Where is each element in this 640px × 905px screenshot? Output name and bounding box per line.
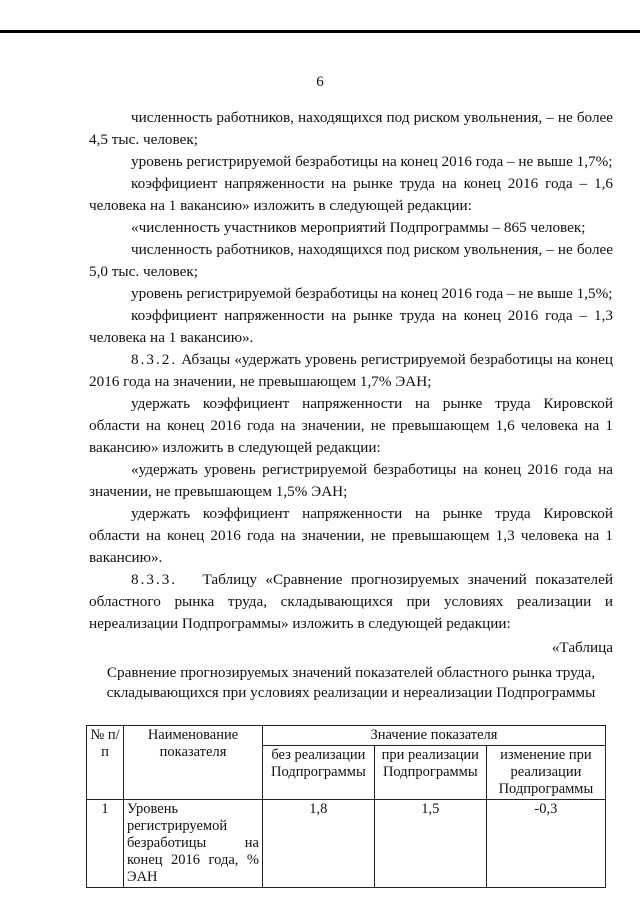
top-rule [0,30,640,33]
header-change: изменение при реализации Подпрограммы [486,746,605,800]
header-group: Значение показателя [263,726,606,746]
paragraph-5: численность работников, находящихся под риском увольнения, – не более 5,0 тыс. человек; [89,241,613,280]
comparison-table [86,725,606,888]
row-value-with: 1,5 [374,800,486,888]
header-name: Наименование показателя [124,726,263,800]
paragraph-8 [89,349,613,393]
table-title: Сравнение прогнозируемых значений показателей областного рынка труда, складывающихся при условиях реализации и нереализации Подпрограммы [106,664,596,701]
row-name: Уровень регистрируемой безработицы на конец 2016 года, % ЭАН [124,800,263,888]
paragraph-1: численность работников, находящихся под риском увольнения, – не более 4,5 тыс. человек; [89,109,613,148]
paragraph-2: уровень регистрируемой безработицы на конец 2016 года – не выше 1,7%; [131,153,613,170]
page-number: 6 [316,74,324,90]
section-number: 8.3.3. [131,571,178,588]
paragraph-7: коэффициент напряженности на рынке труда на конец 2016 года – 1,3 человека на 1 вакансию». [89,307,613,346]
row-no: 1 [87,800,124,888]
paragraph-3: коэффициент напряженности на рынке труда на конец 2016 года – 1,6 человека на 1 вакансию» изложить в следующей редакции: [89,175,613,214]
table-header-row [87,726,606,746]
paragraph-4: «численность участников мероприятий Подпрограммы – 865 человек; [131,219,586,236]
row-value-change: -0,3 [486,800,605,888]
paragraph-6: уровень регистрируемой безработицы на конец 2016 года – не выше 1,5%; [131,285,613,302]
paragraph-12 [89,569,613,635]
section-number: 8.3.2. [131,351,178,368]
paragraph-8-text: Абзацы «удержать уровень регистрируемой безработицы на конец 2016 года на значении, не превышающем 1,7% ЭАН; [89,351,614,390]
table-row [87,800,606,888]
row-value-without: 1,8 [263,800,375,888]
paragraph-11: удержать коэффициент напряженности на рынке труда Кировской области на конец 2016 года на значении, не превышающем 1,3 человека на 1 вакансию». [89,505,613,566]
table-label: «Таблица [551,639,613,656]
document-body [89,107,613,703]
header-no: № п/п [87,726,124,800]
header-with: при реализации Подпрограммы [374,746,486,800]
paragraph-10: «удержать уровень регистрируемой безработицы на конец 2016 года на значении, не превышающем 1,5% ЭАН; [89,461,613,500]
paragraph-9: удержать коэффициент напряженности на рынке труда Кировской области на конец 2016 года на значении, не превышающем 1,6 человека на 1 вакансию» изложить в следующей редакции: [89,395,613,456]
header-without: без реализации Подпрограммы [263,746,375,800]
paragraph-12-text: Таблицу «Сравнение прогнозируемых значений показателей областного рынка труда, складывающихся при условиях реализации и нереализации Подпрограммы» изложить в следующей редакции: [89,571,613,632]
